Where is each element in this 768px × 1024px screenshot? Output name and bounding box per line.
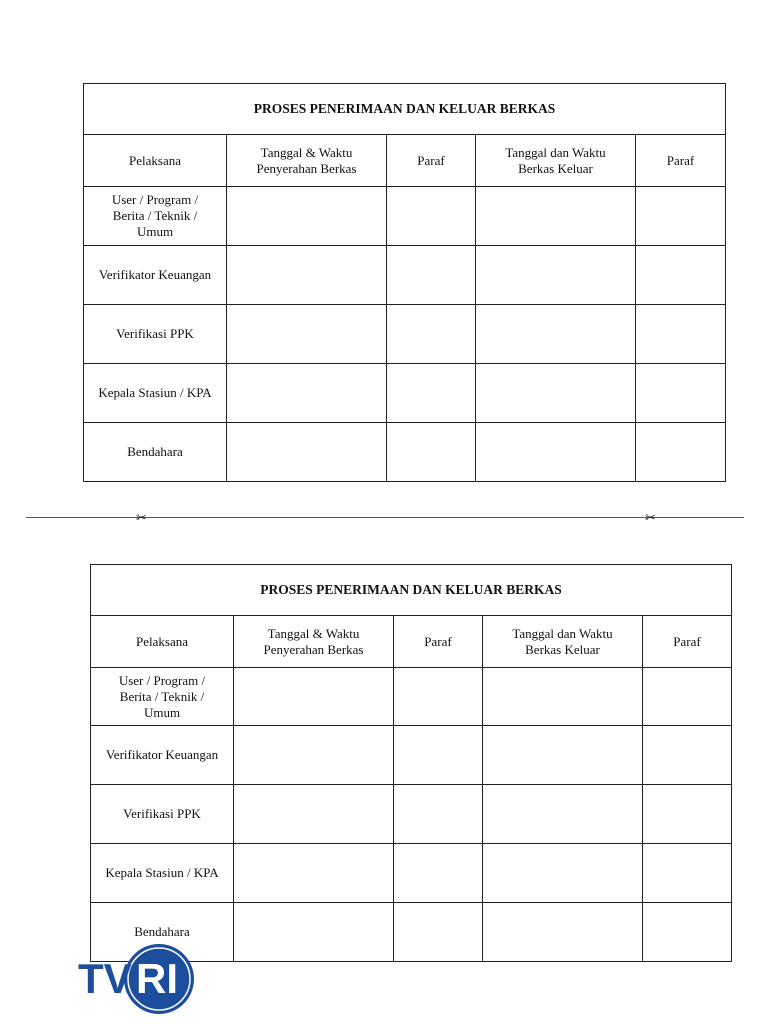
input-cell[interactable] — [636, 305, 726, 364]
table-row — [91, 726, 732, 785]
input-cell[interactable] — [483, 844, 643, 903]
input-cell[interactable] — [227, 246, 387, 305]
form-table-1 — [83, 83, 726, 482]
input-cell[interactable] — [483, 785, 643, 844]
table-row — [91, 668, 732, 726]
input-cell[interactable] — [643, 844, 732, 903]
scissors-icon: ✂ — [136, 511, 147, 526]
table-row — [84, 364, 726, 423]
input-cell[interactable] — [227, 423, 387, 482]
table-row — [91, 785, 732, 844]
row-label: User / Program / Berita / Teknik / Umum — [91, 668, 234, 726]
input-cell[interactable] — [394, 668, 483, 726]
input-cell[interactable] — [636, 187, 726, 246]
input-cell[interactable] — [234, 785, 394, 844]
input-cell[interactable] — [394, 785, 483, 844]
input-cell[interactable] — [636, 364, 726, 423]
form-table-2 — [90, 564, 732, 962]
input-cell[interactable] — [387, 305, 476, 364]
input-cell[interactable] — [476, 305, 636, 364]
input-cell[interactable] — [387, 423, 476, 482]
input-cell[interactable] — [227, 187, 387, 246]
input-cell[interactable] — [387, 187, 476, 246]
header-tanggal-penyerahan: Tanggal & Waktu Penyerahan Berkas — [234, 616, 394, 668]
input-cell[interactable] — [394, 726, 483, 785]
logo-text-ri: RI — [136, 955, 178, 1002]
input-cell[interactable] — [387, 364, 476, 423]
input-cell[interactable] — [234, 903, 394, 962]
tvri-logo — [76, 942, 196, 1016]
row-label: Bendahara — [84, 423, 227, 482]
table-row — [84, 246, 726, 305]
header-paraf-2: Paraf — [636, 135, 726, 187]
input-cell[interactable] — [483, 903, 643, 962]
input-cell[interactable] — [636, 423, 726, 482]
row-label: Kepala Stasiun / KPA — [91, 844, 234, 903]
input-cell[interactable] — [387, 246, 476, 305]
input-cell[interactable] — [476, 364, 636, 423]
row-label: Bendahara — [91, 903, 234, 962]
input-cell[interactable] — [234, 844, 394, 903]
table-row — [84, 423, 726, 482]
header-pelaksana: Pelaksana — [84, 135, 227, 187]
logo-text-tv: TV — [78, 955, 132, 1002]
input-cell[interactable] — [394, 903, 483, 962]
row-label: User / Program / Berita / Teknik / Umum — [84, 187, 227, 246]
header-tanggal-keluar: Tanggal dan Waktu Berkas Keluar — [483, 616, 643, 668]
header-paraf-1: Paraf — [387, 135, 476, 187]
input-cell[interactable] — [483, 668, 643, 726]
input-cell[interactable] — [483, 726, 643, 785]
input-cell[interactable] — [636, 246, 726, 305]
input-cell[interactable] — [643, 785, 732, 844]
input-cell[interactable] — [643, 668, 732, 726]
table-row — [91, 844, 732, 903]
table-row — [84, 187, 726, 246]
input-cell[interactable] — [476, 423, 636, 482]
header-paraf-2: Paraf — [643, 616, 732, 668]
scissors-icon: ✂ — [645, 511, 656, 526]
header-tanggal-penyerahan: Tanggal & Waktu Penyerahan Berkas — [227, 135, 387, 187]
row-label: Verifikasi PPK — [91, 785, 234, 844]
form-title: PROSES PENERIMAAN DAN KELUAR BERKAS — [84, 84, 726, 135]
input-cell[interactable] — [227, 364, 387, 423]
input-cell[interactable] — [394, 844, 483, 903]
input-cell[interactable] — [234, 668, 394, 726]
header-tanggal-keluar: Tanggal dan Waktu Berkas Keluar — [476, 135, 636, 187]
row-label: Verifikator Keuangan — [91, 726, 234, 785]
row-label: Kepala Stasiun / KPA — [84, 364, 227, 423]
input-cell[interactable] — [227, 305, 387, 364]
header-pelaksana: Pelaksana — [91, 616, 234, 668]
row-label: Verifikator Keuangan — [84, 246, 227, 305]
input-cell[interactable] — [643, 903, 732, 962]
header-paraf-1: Paraf — [394, 616, 483, 668]
form-title: PROSES PENERIMAAN DAN KELUAR BERKAS — [91, 565, 732, 616]
input-cell[interactable] — [643, 726, 732, 785]
input-cell[interactable] — [234, 726, 394, 785]
cut-line — [26, 517, 744, 518]
input-cell[interactable] — [476, 246, 636, 305]
row-label: Verifikasi PPK — [84, 305, 227, 364]
table-row — [84, 305, 726, 364]
input-cell[interactable] — [476, 187, 636, 246]
